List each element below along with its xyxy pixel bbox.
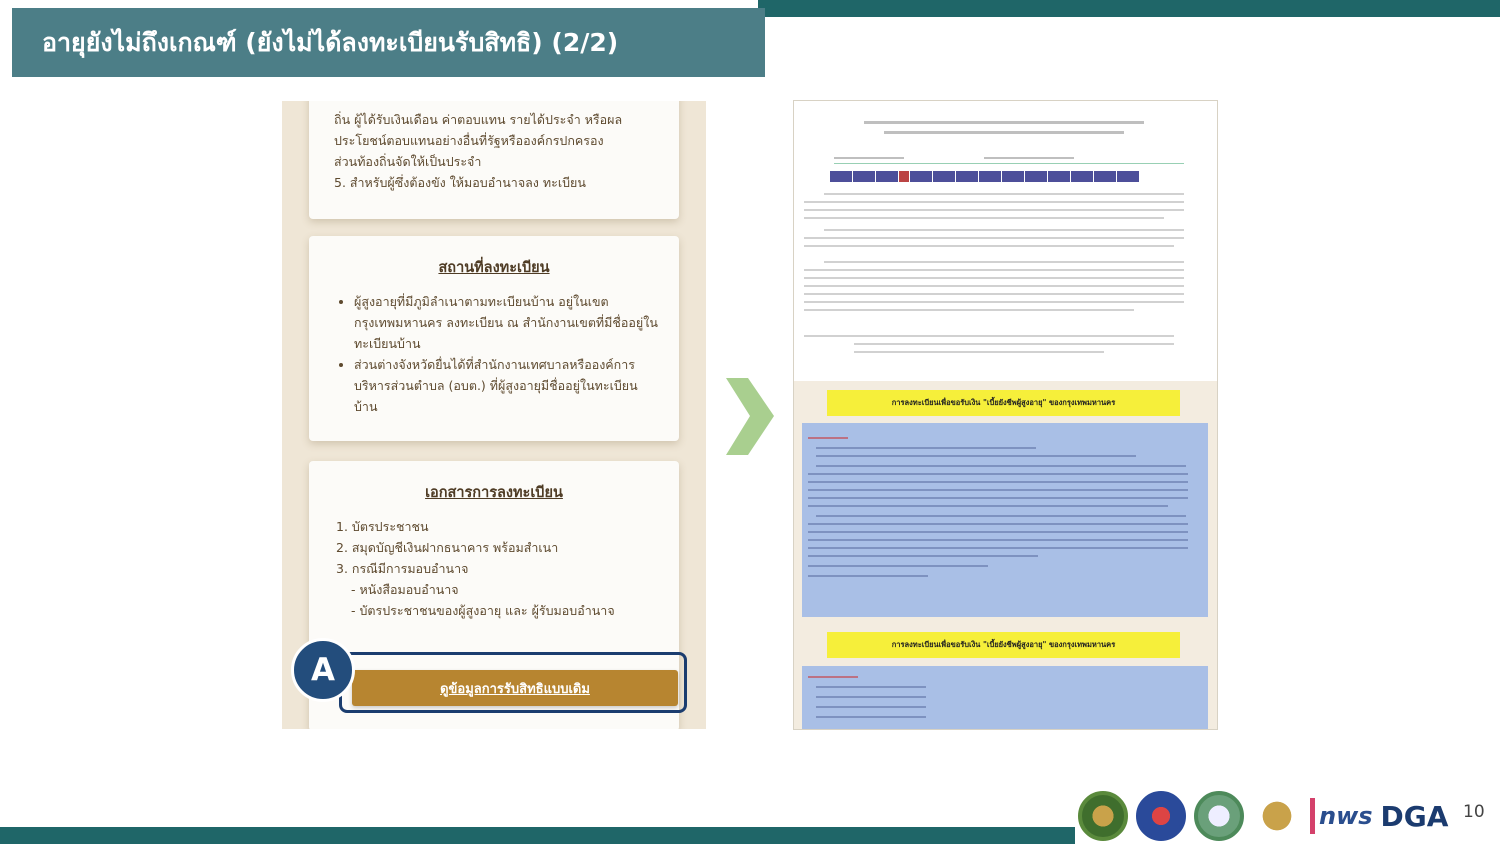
document-page: [794, 101, 1217, 381]
top-accent-bar: [758, 0, 1500, 17]
info-panel: [802, 423, 1208, 617]
document-screenshot: [793, 100, 1218, 730]
dga-logo: DGA: [1380, 799, 1449, 833]
card-text-line: ประโยชน์ตอบแทนอย่างอื่นที่รัฐหรือองค์กรปกครอง: [334, 133, 604, 148]
info-panel: [802, 666, 1208, 730]
bottom-accent-bar: [0, 827, 1075, 844]
card-text-line: ส่วนท้องถิ่นจัดให้เป็นประจำ: [334, 154, 482, 169]
card-heading: สถานที่ลงทะเบียน: [438, 260, 550, 276]
step-marker-a: A: [291, 638, 355, 702]
slide-title: อายุยังไม่ถึงเกณฑ์ (ยังไม่ได้ลงทะเบียนรับสิทธิ) (2/2): [12, 8, 765, 77]
view-traditional-benefit-button[interactable]: ดูข้อมูลการรับสิทธิแบบเดิม: [352, 670, 678, 706]
page-number: 10: [1463, 802, 1485, 822]
seal-3-icon: [1194, 791, 1244, 841]
registration-banner: การลงทะเบียนเพื่อขอรับเงิน "เบี้ยยังชีพผู้สูงอายุ" ของกรุงเทพมหานคร: [827, 390, 1180, 416]
garuda-icon: [1252, 791, 1302, 841]
button-highlight-frame: [339, 652, 687, 713]
timeline-bar: [830, 171, 1139, 182]
partner-logos: [1078, 788, 1456, 844]
seal-1-icon: [1078, 791, 1128, 841]
nws-logo: nws: [1310, 798, 1373, 834]
eligibility-card: [309, 101, 679, 219]
seal-2-icon: [1136, 791, 1186, 841]
list-item: • ผู้สูงอายุที่มีภูมิลำเนาตามทะเบียนบ้าน อยู่ในเขตกรุงเทพมหานคร ลงทะเบียน ณ สำนักงานเขตที่มีชื่ออยู่ในทะเบียนบ้าน: [354, 291, 661, 354]
card-heading: เอกสารการลงทะเบียน: [425, 485, 563, 501]
document-sub-item: - บัตรประชาชนของผู้สูงอายุ และ ผู้รับมอบอำนาจ: [351, 603, 615, 618]
document-sub-item: - หนังสือมอบอำนาจ: [351, 582, 459, 597]
document-item: 1. บัตรประชาชน: [336, 519, 429, 534]
card-text-line: ถิ่น ผู้ได้รับเงินเดือน ค่าตอบแทน รายได้ประจำ หรือผล: [334, 112, 623, 127]
mobile-screenshot: [282, 101, 706, 729]
document-item: 3. กรณีมีการมอบอำนาจ: [336, 561, 469, 576]
chevron-right-icon: [724, 378, 774, 455]
registration-location-card: [309, 236, 679, 441]
document-item: 2. สมุดบัญชีเงินฝากธนาคาร พร้อมสำเนา: [336, 540, 559, 555]
card-text-line: 5. สำหรับผู้ซึ่งต้องขัง ให้มอบอำนาจลง ทะเบียน: [334, 175, 586, 190]
list-item: • ส่วนต่างจังหวัดยื่นได้ที่สำนักงานเทศบาลหรือองค์การบริหารส่วนตำบล (อบต.) ที่ผู้สูงอายุมีชื่ออยู่ในทะเบียนบ้าน: [354, 354, 661, 417]
registration-banner: การลงทะเบียนเพื่อขอรับเงิน "เบี้ยยังชีพผู้สูงอายุ" ของกรุงเทพมหานคร: [827, 632, 1180, 658]
